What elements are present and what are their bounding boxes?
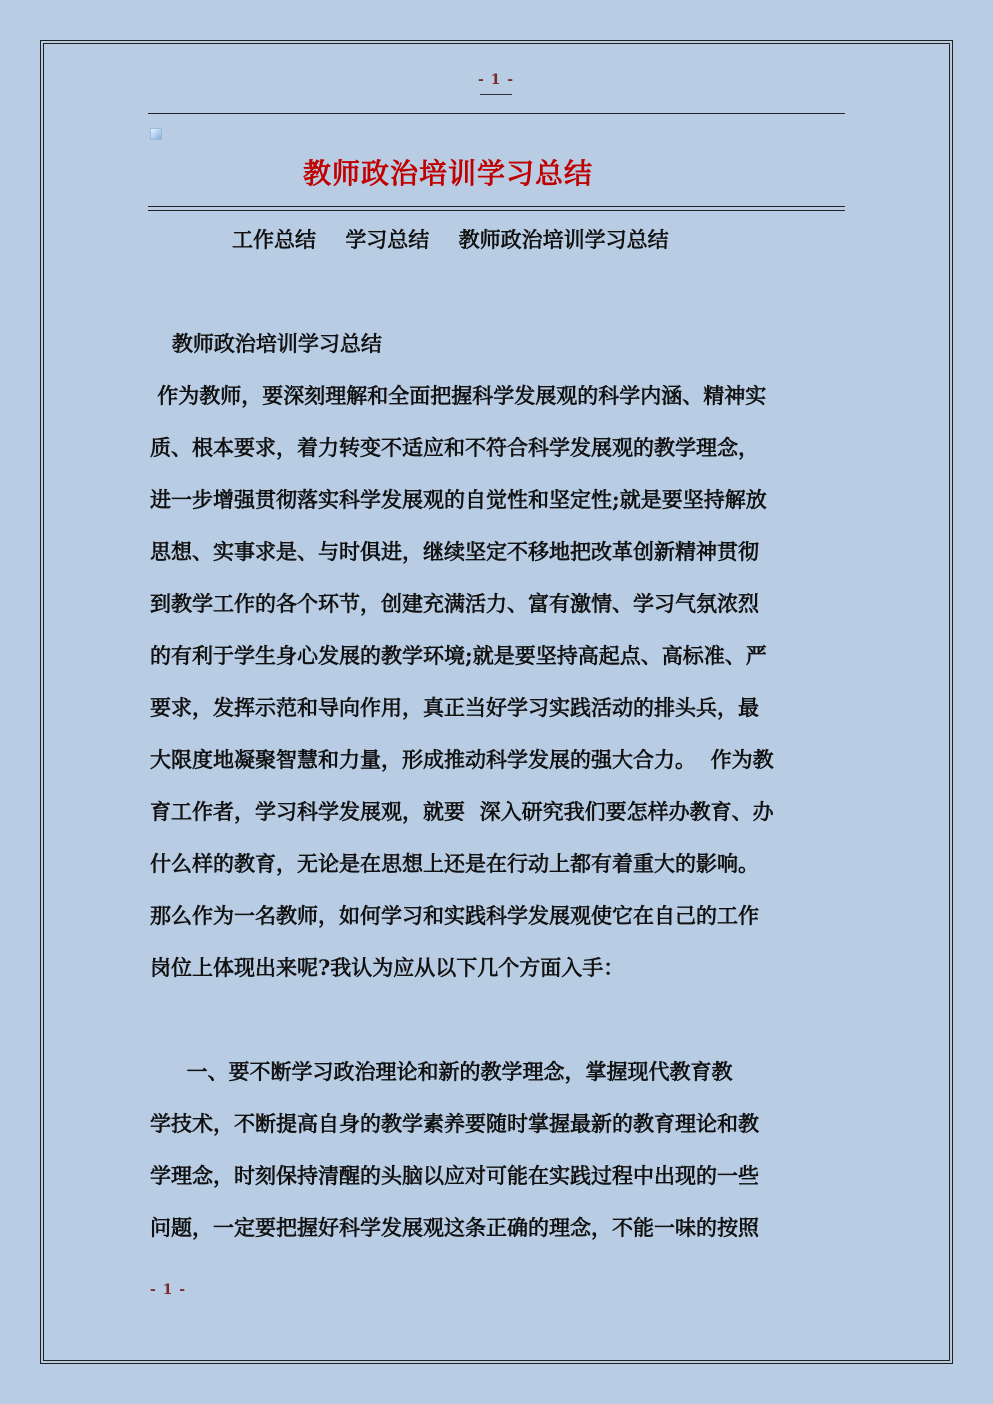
header-page-number-underline — [480, 94, 512, 95]
body-line: 学理念，时刻保持清醒的头脑以应对可能在实践过程中出现的一些 — [150, 1163, 759, 1188]
header-page-number: - 1 - — [477, 72, 515, 88]
body-line: 质、根本要求，着力转变不适应和不符合科学发展观的教学理念， — [150, 435, 759, 460]
image-placeholder-icon — [150, 128, 162, 140]
body-line: 教师政治培训学习总结 — [150, 331, 382, 356]
body-line: 要求，发挥示范和导向作用，真正当好学习实践活动的排头兵，最 — [150, 695, 759, 720]
body-line: 的有利于学生身心发展的教学环境;就是要坚持高起点、高标准、严 — [150, 643, 767, 668]
tag-item[interactable]: 工作总结 — [232, 227, 316, 252]
body-line: 作为教师，要深刻理解和全面把握科学发展观的科学内涵、精神实 — [150, 383, 767, 408]
tag-item[interactable]: 学习总结 — [345, 227, 430, 252]
title-rule-top — [148, 206, 845, 207]
body-line: 那么作为一名教师，如何学习和实践科学发展观使它在自己的工作 — [150, 903, 759, 928]
body-line: 大限度地凝聚智慧和力量，形成推动科学发展的强大合力。 作为教 — [150, 747, 774, 772]
body-line: 思想、实事求是、与时俱进，继续坚定不移地把改革创新精神贯彻 — [150, 539, 759, 564]
body-line: 岗位上体现出来呢?我认为应从以下几个方面入手： — [150, 955, 625, 980]
tag-list — [232, 224, 691, 254]
body-line: 进一步增强贯彻落实科学发展观的自觉性和坚定性;就是要坚持解放 — [150, 487, 767, 512]
title-rule-bottom — [148, 210, 845, 211]
document-body — [150, 318, 845, 1254]
body-line — [150, 994, 845, 1046]
tag-item[interactable]: 教师政治培训学习总结 — [458, 227, 669, 252]
body-line: 一、要不断学习政治理论和新的教学理念，掌握现代教育教 — [150, 1059, 733, 1084]
body-line: 育工作者，学习科学发展观，就要 深入研究我们要怎样办教育、办 — [150, 799, 774, 824]
header-rule — [148, 113, 845, 114]
body-line: 问题，一定要把握好科学发展观这条正确的理念，不能一味的按照 — [150, 1215, 759, 1240]
body-line: 到教学工作的各个环节，创建充满活力、富有激情、学习气氛浓烈 — [150, 591, 759, 616]
document-title: 教师政治培训学习总结 — [302, 157, 593, 190]
body-line: 学技术，不断提高自身的教学素养要随时掌握最新的教育理论和教 — [150, 1111, 759, 1136]
body-line: 什么样的教育，无论是在思想上还是在行动上都有着重大的影响。 — [150, 851, 759, 876]
footer-page-number: - 1 - — [150, 1282, 187, 1298]
